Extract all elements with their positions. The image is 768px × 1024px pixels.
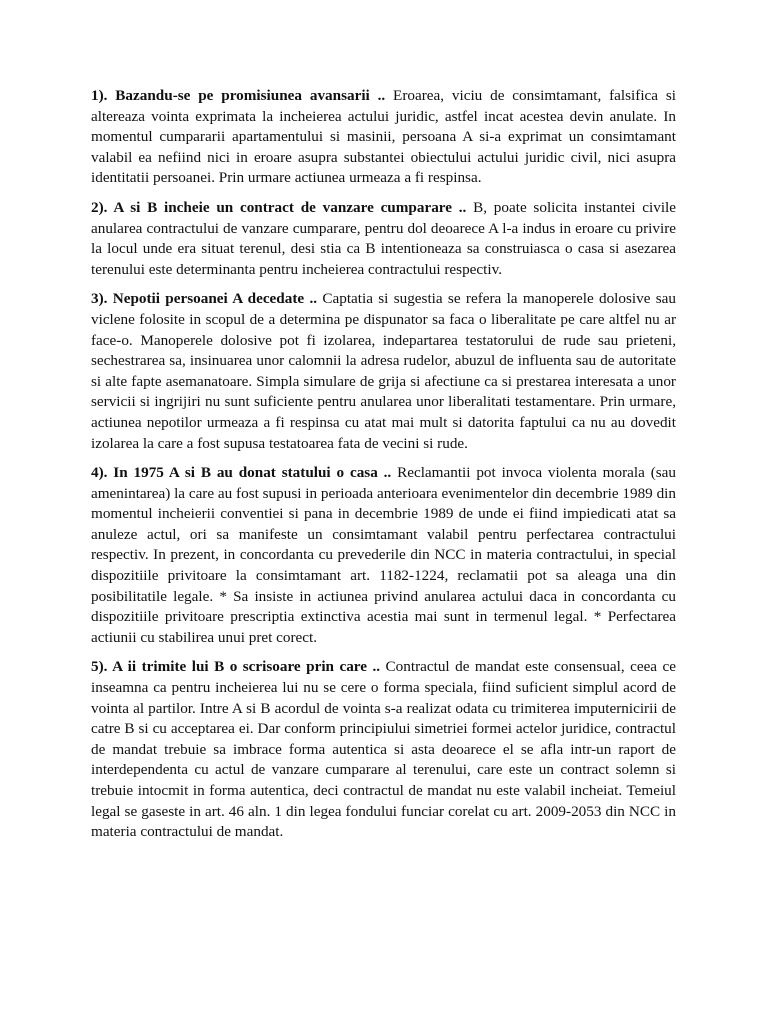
paragraph-1-heading: 1). Bazandu-se pe promisiunea avansarii ..	[91, 87, 386, 104]
paragraph-5-heading: 5). A ii trimite lui B o scrisoare prin care ..	[91, 658, 381, 676]
paragraph-4-text: Reclamantii pot invoca violenta morala (sau amenintarea) la care au fost supusi in perioada anterioara evenimentelor din decembrie 1989 din momentul incheierii conventiei si pana in decembrie 1989 de unde ei fiind impiedicati atat sa anuleze actul, ori sa manifeste un consimtamant valabil pentru perfectarea contractului respectiv. In prezent, in concordanta cu prevederile din NCC in materia contractului, in special dispozitiile privitoare la consimtamant art. 1182-1224, reclamatii pot sa aleaga una din posibilitatile legale. * Sa insiste in actiunea privind anularea actului daca in concordanta cu dispozitiile privitoare prescriptia extinctiva acestia mai sunt in termenul legal. * Perfectarea actiunii cu stabilirea unui pret corect.	[91, 464, 676, 646]
paragraph-4	[91, 463, 676, 648]
paragraph-2	[91, 198, 676, 280]
paragraph-4-heading: 4). In 1975 A si B au donat statului o casa ..	[91, 464, 392, 482]
paragraph-3-heading: 3). Nepotii persoanei A decedate ..	[91, 290, 318, 308]
paragraph-2-text: B, poate solicita instantei civile anularea contractului de vanzare cumparare, pentru dol deoarece A l-a indus in eroare cu privire la locul unde era situat terenul, desi stia ca B intentioneaza sa construiasca o casa si asezarea terenului este determinanta pentru incheierea contractului respectiv.	[91, 198, 676, 278]
paragraph-3	[91, 289, 676, 454]
paragraph-1-text: Eroarea, viciu de consimtamant, falsifica si altereaza vointa exprimata la incheierea actului juridic, astfel incat acestea devin anulate. In momentul cumpararii apartamentului si masinii, persoana A si-a exprimat un consimtamant valabil ea nefiind nici in eroare asupra substantei obiectului actului juridic civil, nici asupra identitatii persoanei. Prin urmare actiunea urmeaza a fi respinsa.	[91, 87, 677, 187]
paragraph-5	[91, 657, 676, 842]
paragraph-1	[91, 86, 676, 189]
paragraph-2-heading: 2). A si B incheie un contract de vanzare cumparare ..	[91, 198, 467, 216]
document-page	[91, 86, 676, 852]
paragraph-5-text: Contractul de mandat este consensual, ceea ce inseamna ca pentru incheierea lui nu se cere o forma speciala, fiind suficient simplul acord de vointa al partilor. Intre A si B acordul de vointa s-a realizat odata cu trimiterea imputernicirii de catre B si cu acceptarea ei. Dar conform principiului simetriei formei actelor juridice, contractul de mandat trebuie sa imbrace forma autentica si asta deoarece el se afla intr-un raport de interdependenta cu actul de vanzare cumparare al terenului, care este un contract solemn si trebuie intocmit in forma autentica, deci contractul de mandat nu este valabil incheiat. Temeiul legal se gaseste in art. 46 aln. 1 din legea fondului funciar corelat cu art. 2009-2053 din NCC in materia contractului de mandat.	[91, 658, 676, 841]
paragraph-3-text: Captatia si sugestia se refera la manoperele dolosive sau viclene folosite in scopul de a determina pe dispunator sa faca o liberalitate pe care altfel nu ar face-o. Manoperele dolosive pot fi izolarea, indepartarea testatorului de rude sau prieteni, sechestrarea sa, insinuarea unor calomnii la adresa rudelor, abuzul de influenta sau de autoritate si alte fapte asemanatoare. Simpla simulare de grija si afectiune ca si prestarea interesata a unor servicii si ingrijiri nu sunt suficiente pentru anularea unor liberalitati testamentare. Prin urmare, actiunea nepotilor urmeaza a fi respinsa cu atat mai mult si datorita faptului ca nu au dovedit izolarea la care a fost supusa testatoarea fata de vecini si rude.	[91, 290, 677, 452]
